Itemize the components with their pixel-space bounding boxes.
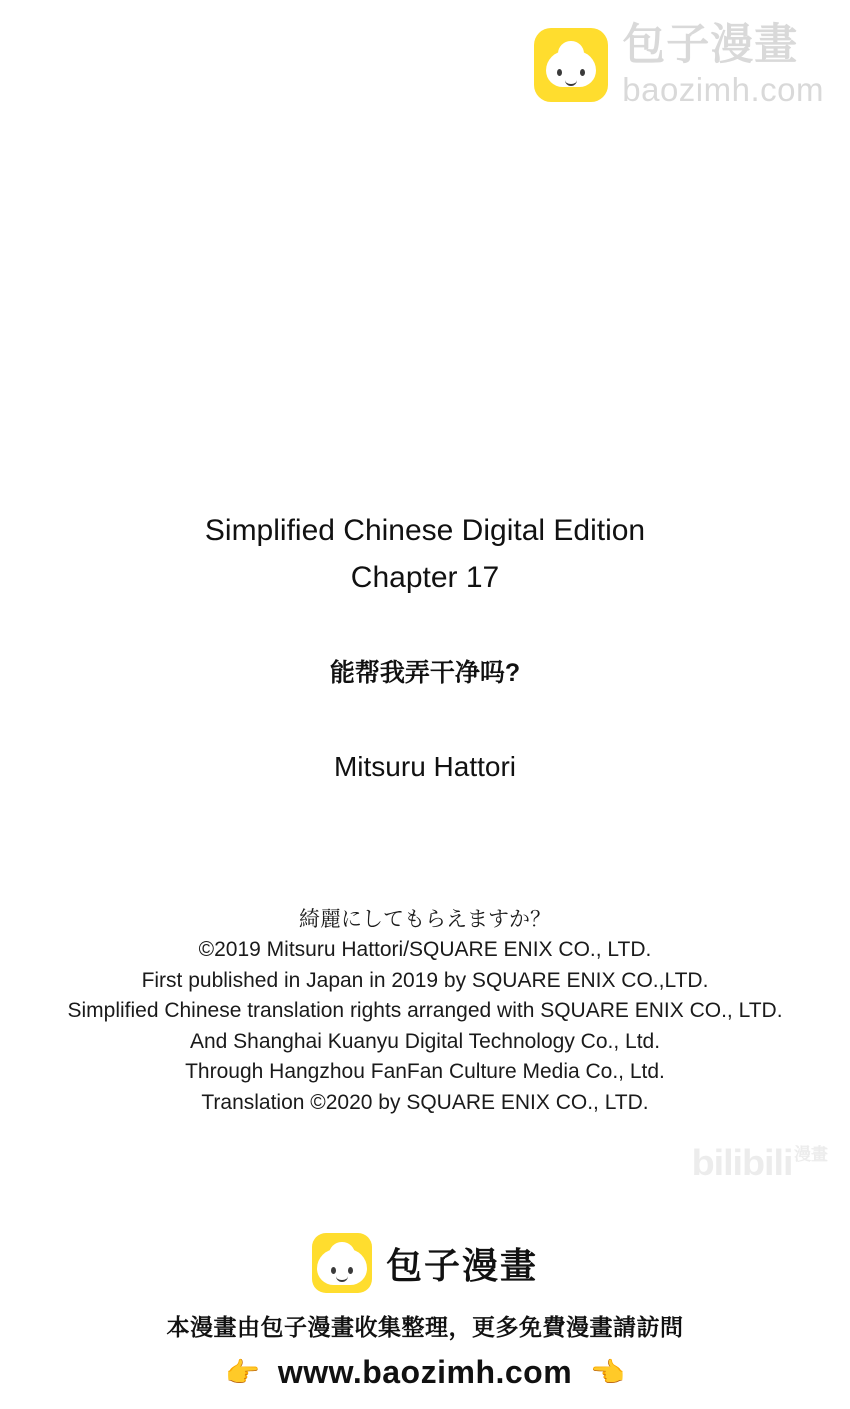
footer-url-row (0, 1354, 850, 1391)
legal-line-3: Simplified Chinese translation rights arranged with SQUARE ENIX CO., LTD. (67, 999, 783, 1023)
top-watermark-brand-cn: 包子漫畫 (622, 21, 799, 69)
legal-line-2: First published in Japan in 2019 by SQUARE ENIX CO.,LTD. (141, 968, 709, 992)
pointing-hand-right-icon: 👉 (224, 1356, 260, 1388)
credits-block (0, 508, 850, 783)
bilibili-watermark (691, 1142, 828, 1183)
top-watermark (534, 21, 824, 108)
chapter-line: Chapter 17 (350, 560, 500, 594)
pointing-hand-left-icon: 👈 (590, 1356, 626, 1388)
bilibili-watermark-label: 漫畫 (794, 1145, 828, 1164)
footer (0, 1233, 850, 1391)
chapter-title-cn: 能帮我弄干净吗? (329, 659, 521, 687)
footer-url[interactable]: www.baozimh.com (277, 1354, 573, 1390)
legal-line-0: 綺麗にしてもらえますか？ (299, 908, 551, 931)
footer-brand-cn: 包子漫畫 (385, 1244, 538, 1286)
top-watermark-text (622, 21, 824, 108)
legal-line-4: And Shanghai Kuanyu Digital Technology Co., Ltd. (189, 1029, 661, 1053)
baozi-bun-icon (312, 1233, 372, 1293)
edition-line: Simplified Chinese Digital Edition (204, 514, 646, 547)
author-name: Mitsuru Hattori (333, 751, 517, 782)
bilibili-logo-icon: bilibili (691, 1142, 793, 1183)
baozi-bun-icon (534, 28, 608, 102)
copyright-block (0, 905, 850, 1118)
footer-brand-row (0, 1233, 850, 1293)
legal-line-6: Translation ©2020 by SQUARE ENIX CO., LTD. (201, 1090, 649, 1114)
footer-note: 本漫畫由包子漫畫收集整理，更多免費漫畫請訪問 (166, 1314, 684, 1340)
top-watermark-brand-url: baozimh.com (622, 71, 824, 108)
legal-line-1: ©2019 Mitsuru Hattori/SQUARE ENIX CO., LTD. (198, 938, 652, 962)
legal-line-5: Through Hangzhou FanFan Culture Media Co., Ltd. (185, 1060, 665, 1084)
